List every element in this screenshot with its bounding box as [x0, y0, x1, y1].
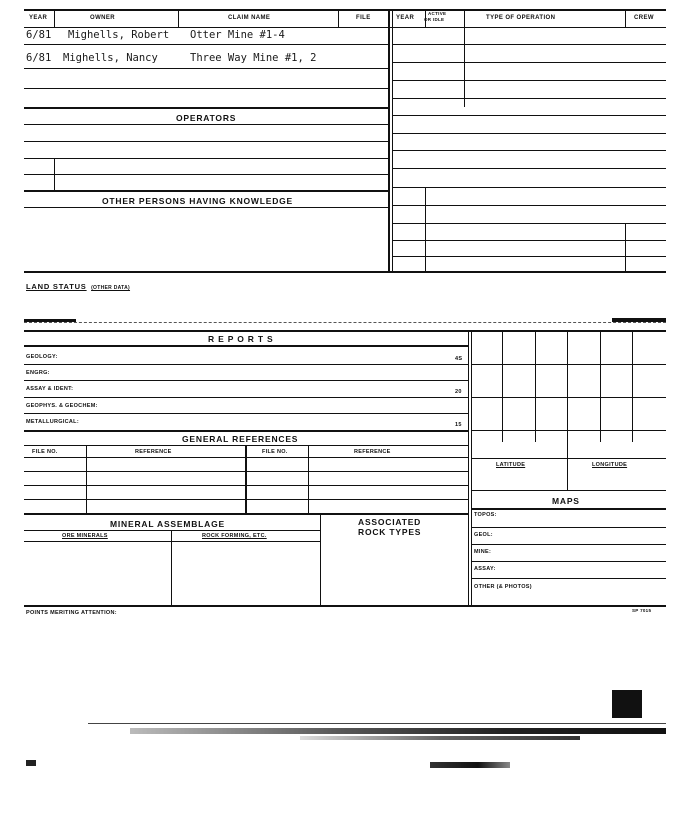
- points-meriting-attention-label: POINTS MERITING ATTENTION:: [26, 610, 117, 616]
- owner-row-owner: Mighells, Robert: [68, 29, 170, 41]
- longitude-label: LONGITUDE: [592, 462, 628, 468]
- ref-col-file-no: FILE NO.: [262, 449, 288, 455]
- mineral-assemblage-heading: MINERAL ASSEMBLAGE: [110, 519, 225, 529]
- land-status-label: LAND STATUS (OTHER DATA): [26, 282, 131, 291]
- operators-heading: OPERATORS: [176, 113, 237, 123]
- col-year-header: YEAR: [29, 15, 48, 21]
- report-label: GEOLOGY:: [26, 354, 58, 360]
- latitude-label: LATITUDE: [496, 462, 526, 468]
- col-year2-header: YEAR: [396, 15, 415, 21]
- map-row-label: OTHER (& PHOTOS): [474, 584, 532, 590]
- owner-row-year: 6/81: [26, 52, 52, 64]
- map-row-label: TOPOS:: [474, 512, 497, 518]
- ref-col-file-no: FILE NO.: [32, 449, 58, 455]
- report-count: 20: [455, 389, 462, 395]
- form-code: SP 7015: [632, 608, 652, 613]
- map-row-label: ASSAY:: [474, 566, 496, 572]
- owner-row-claim: Otter Mine #1-4: [190, 29, 285, 41]
- owner-row-claim: Three Way Mine #1, 2: [190, 52, 317, 64]
- maps-heading: MAPS: [552, 496, 580, 506]
- rock-types-heading: ROCK TYPES: [358, 527, 422, 537]
- other-persons-heading: OTHER PERSONS HAVING KNOWLEDGE: [102, 196, 294, 206]
- col-idle-header: OR IDLE: [424, 17, 445, 22]
- report-label: ASSAY & IDENT:: [26, 386, 74, 392]
- ref-col-reference: REFERENCE: [135, 449, 172, 455]
- map-row-label: MINE:: [474, 549, 492, 555]
- col-crew-header: CREW: [634, 15, 654, 21]
- col-claim-name-header: CLAIM NAME: [228, 15, 271, 21]
- reports-heading: R E P O R T S: [208, 334, 274, 344]
- owner-row-owner: Mighells, Nancy: [63, 52, 158, 64]
- ore-minerals-header: ORE MINERALS: [62, 533, 108, 539]
- report-count: 15: [455, 422, 462, 428]
- owner-row-year: 6/81: [26, 29, 52, 41]
- col-file-header: FILE: [356, 15, 371, 21]
- col-owner-header: OWNER: [90, 15, 115, 21]
- report-label: GEOPHYS. & GEOCHEM:: [26, 403, 98, 409]
- col-type-operation-header: TYPE OF OPERATION: [486, 15, 556, 21]
- rock-forming-header: ROCK FORMING, ETC.: [202, 533, 267, 539]
- associated-heading: ASSOCIATED: [358, 517, 422, 527]
- map-row-label: GEOL:: [474, 532, 493, 538]
- report-label: ENGRG:: [26, 370, 50, 376]
- report-count: 4S: [455, 356, 463, 362]
- col-active-header: ACTIVE: [428, 11, 447, 16]
- report-label: METALLURGICAL:: [26, 419, 79, 425]
- general-references-heading: GENERAL REFERENCES: [182, 434, 299, 444]
- ref-col-reference: REFERENCE: [354, 449, 391, 455]
